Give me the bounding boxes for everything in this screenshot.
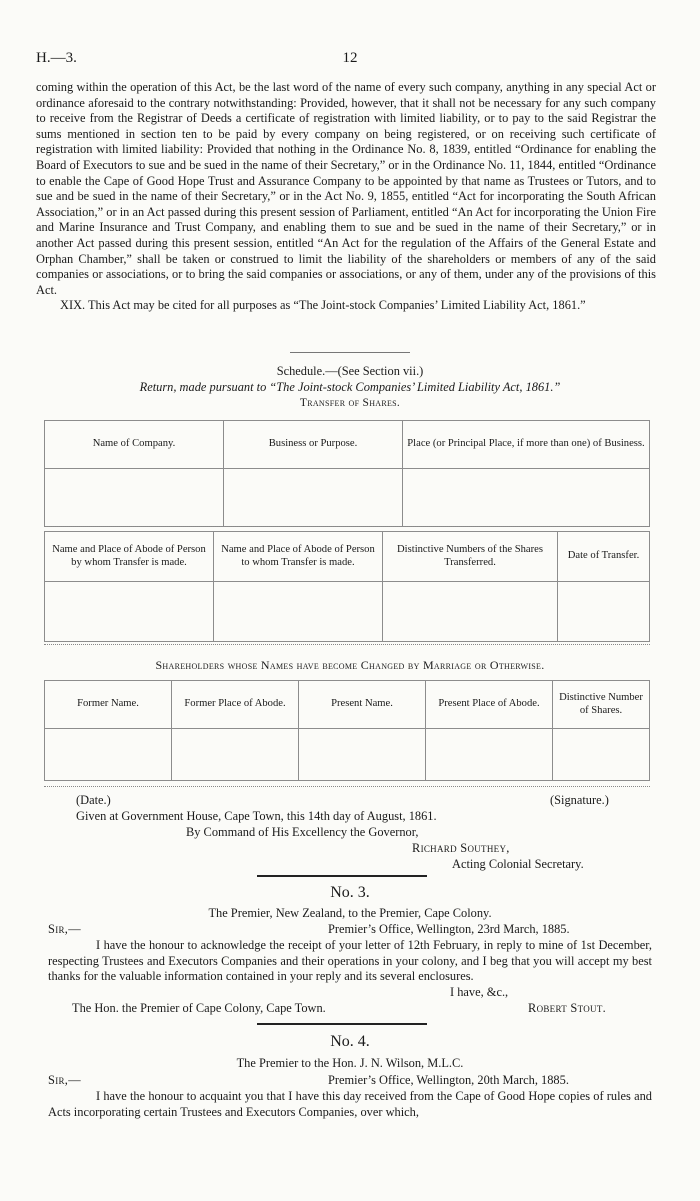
column-header: Name of Company. (45, 421, 224, 469)
body-paragraph: XIX. This Act may be cited for all purposes as “The Joint-stock Companies’ Limited Liability Act, 1861.” (60, 298, 586, 313)
column-header: Date of Transfer. (558, 532, 650, 582)
letter-addressee: The Hon. the Premier of Cape Colony, Cape Town. (72, 1001, 326, 1015)
act-text (36, 80, 656, 314)
section-rule (257, 875, 427, 877)
letter-number: No. 4. (330, 1033, 370, 1050)
letter-address: Premier’s Office, Wellington, 20th March, 1885. (328, 1073, 569, 1087)
schedule-return-line: Return, made pursuant to “The Joint-stock Companies’ Limited Liability Act, 1861.” (139, 380, 561, 394)
table-cell (45, 729, 172, 781)
table-cell (558, 582, 650, 642)
column-header: Business or Purpose. (224, 421, 403, 469)
schedule-heading: Schedule.—(See Section vii.) (276, 364, 424, 378)
column-header: Name and Place of Abode of Person to whom Transfer is made. (214, 532, 383, 582)
table-cell (172, 729, 299, 781)
column-header: Distinctive Numbers of the Shares Transferred. (383, 532, 558, 582)
table-cell (45, 582, 214, 642)
dotted-separator (44, 526, 650, 527)
letter-address: Premier’s Office, Wellington, 23rd March, 1885. (328, 922, 570, 936)
transfer-company-table (44, 420, 650, 527)
dotted-separator (44, 786, 650, 787)
page-number: 12 (342, 50, 358, 66)
column-header: Name and Place of Abode of Person by whom Transfer is made. (45, 532, 214, 582)
transfer-details-table (44, 531, 650, 642)
section-rule (257, 1023, 427, 1025)
letter-signature: Robert Stout. (528, 1001, 607, 1015)
column-header: Place (or Principal Place, if more than one) of Business. (403, 421, 650, 469)
letter-salutation: Sir,— (48, 1073, 81, 1087)
given-line: Given at Government House, Cape Town, this 14th day of August, 1861. (76, 809, 437, 823)
table-cell (553, 729, 650, 781)
date-label: (Date.) (76, 793, 111, 807)
table-cell (299, 729, 426, 781)
table-cell (426, 729, 553, 781)
signatory-name: Richard Southey, (412, 841, 510, 855)
column-header: Former Name. (45, 681, 172, 729)
letter-number: No. 3. (330, 884, 370, 901)
column-header: Distinctive Number of Shares. (553, 681, 650, 729)
body-paragraph: coming within the operation of this Act, be the last word of the name of every such company, anything in any special Act or ordinance aforesaid to the contrary notwithstanding: Provided, however, that it shall not be necessary for any such company to receive from the Registrar of Deeds a certificate of registration with limited liability, or to pay to the said Registrar the sums mentioned in section ten to be paid by every company on being registered, or on receiving such certificate of registration with limited liability: Provided that nothing in the Ordinance No. 8, 1839, entitled “Ordinance for enabling the Board of Executors to sue and be sued in the name of their Secretary,” or in the Ordinance No. 11, 1844, entitled “Ordinance to enable the Cape of Good Hope Trust and Assurance Company to be appointed by that name as Trustees or Tutors, and to sue and be sued in the name of their Secretary,” or in the Act No. 9, 1855, entitled “Act for incorporating the South African Association,” or in an Act passed during this present session of Parliament, entitled “An Act for incorporating the Union Fire and Marine Insurance and Trust Company, and enabling them to sue and be sued in the name of their Secretary,” or in another Act passed during this present session, entitled “An Act for the regulation of the Affairs of the General Estate and Orphan Chamber,” shall be taken or construed to limit the liability of the shareholders or members of any of the said companies or associations, or to bring the said companies or associations, or any of them, under any of the provisions of this Act. (36, 80, 656, 297)
shareholders-table (44, 680, 650, 781)
letter-body: I have the honour to acknowledge the receipt of your letter of 12th February, in reply to mine of 1st December, respecting Trustees and Executors Companies and their operations in your colony, and I beg that you will accept my best thanks for the valuable information contained in your reply and its several enclosures. (48, 938, 652, 984)
schedule-subheading: Transfer of Shares. (299, 397, 401, 409)
page-header (36, 50, 664, 74)
letter-title: The Premier, New Zealand, to the Premier, Cape Colony. (208, 906, 492, 920)
signatory-title: Acting Colonial Secretary. (452, 857, 584, 871)
letter-body: I have the honour to acquaint you that I have this day received from the Cape of Good Hope copies of rules and Acts incorporating certain Trustees and Executors Companies, over which, (48, 1089, 652, 1119)
letter-salutation: Sir,— (48, 922, 81, 936)
column-header: Former Place of Abode. (172, 681, 299, 729)
letter-closing: I have, &c., (450, 985, 509, 999)
signature-label: (Signature.) (550, 793, 609, 807)
divider (290, 352, 410, 353)
command-line: By Command of His Excellency the Governor, (186, 825, 419, 839)
table-cell (224, 469, 403, 527)
document-reference: H.—3. (36, 50, 77, 66)
shareholders-heading: Shareholders whose Names have become Changed by Marriage or Otherwise. (155, 658, 545, 672)
column-header: Present Name. (299, 681, 426, 729)
table-cell (383, 582, 558, 642)
letter-title: The Premier to the Hon. J. N. Wilson, M.L.C. (236, 1056, 464, 1070)
column-header: Present Place of Abode. (426, 681, 553, 729)
table-cell (45, 469, 224, 527)
table-cell (214, 582, 383, 642)
table-cell (403, 469, 650, 527)
dotted-separator (44, 644, 650, 645)
